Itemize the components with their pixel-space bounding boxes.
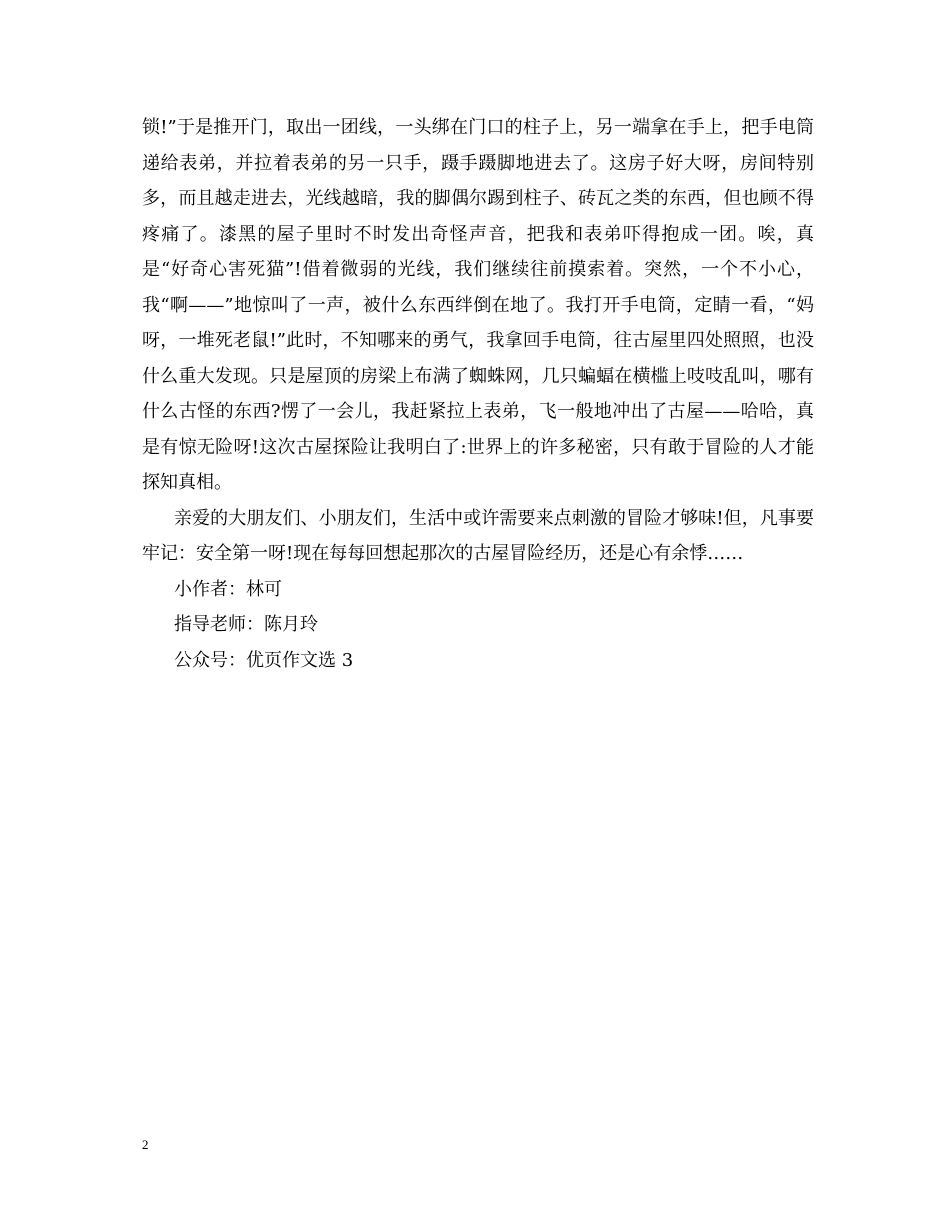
teacher-line: 指导老师：陈月玲 [174, 614, 318, 635]
account-line: 公众号：优页作文选 3 [174, 649, 354, 671]
body-paragraph-1: 锁!”于是推开门，取出一团线，一头绑在门口的柱子上，另一端拿在手上，把手电筒递给表弟，并拉着表弟的另一只手，蹑手蹑脚地进去了。这房子好大呀，房间特别多，而且越走进去，光线越暗，我的脚偶尔踢到柱子、砖瓦之类的东西，但也顾不得疼痛了。漆黑的屋子里时不时发出奇怪声音，把我和表弟吓得抱成一团。唉，真是“好奇心害死猫”!借着微弱的光线，我们继续往前摸索着。突然，一个不小心，我“啊——”地惊叫了一声，被什么东西绊倒在地了。我打开手电筒，定睛一看，“妈呀，一堆死老鼠!”此时，不知哪来的勇气，我拿回手电筒，往古屋里四处照照，也没什么重大发现。只是屋顶的房梁上布满了蜘蛛网，几只蝙蝠在横槛上吱吱乱叫，哪有什么古怪的东西?愣了一会儿，我赶紧拉上表弟，飞一般地冲出了古屋——哈哈，真是有惊无险呀!这次古屋探险让我明白了:世界上的许多秘密，只有敢于冒险的人才能探知真相。 [142, 117, 814, 493]
author-line: 小作者：林可 [174, 578, 282, 600]
page-number: 2 [142, 1137, 149, 1152]
article-body [142, 110, 814, 678]
body-paragraph-2: 亲爱的大朋友们、小朋友们，生活中或许需要来点刺激的冒险才够味!但，凡事要牢记：安全第一呀!现在每每回想起那次的古屋冒险经历，还是心有余悸…… [142, 507, 814, 564]
